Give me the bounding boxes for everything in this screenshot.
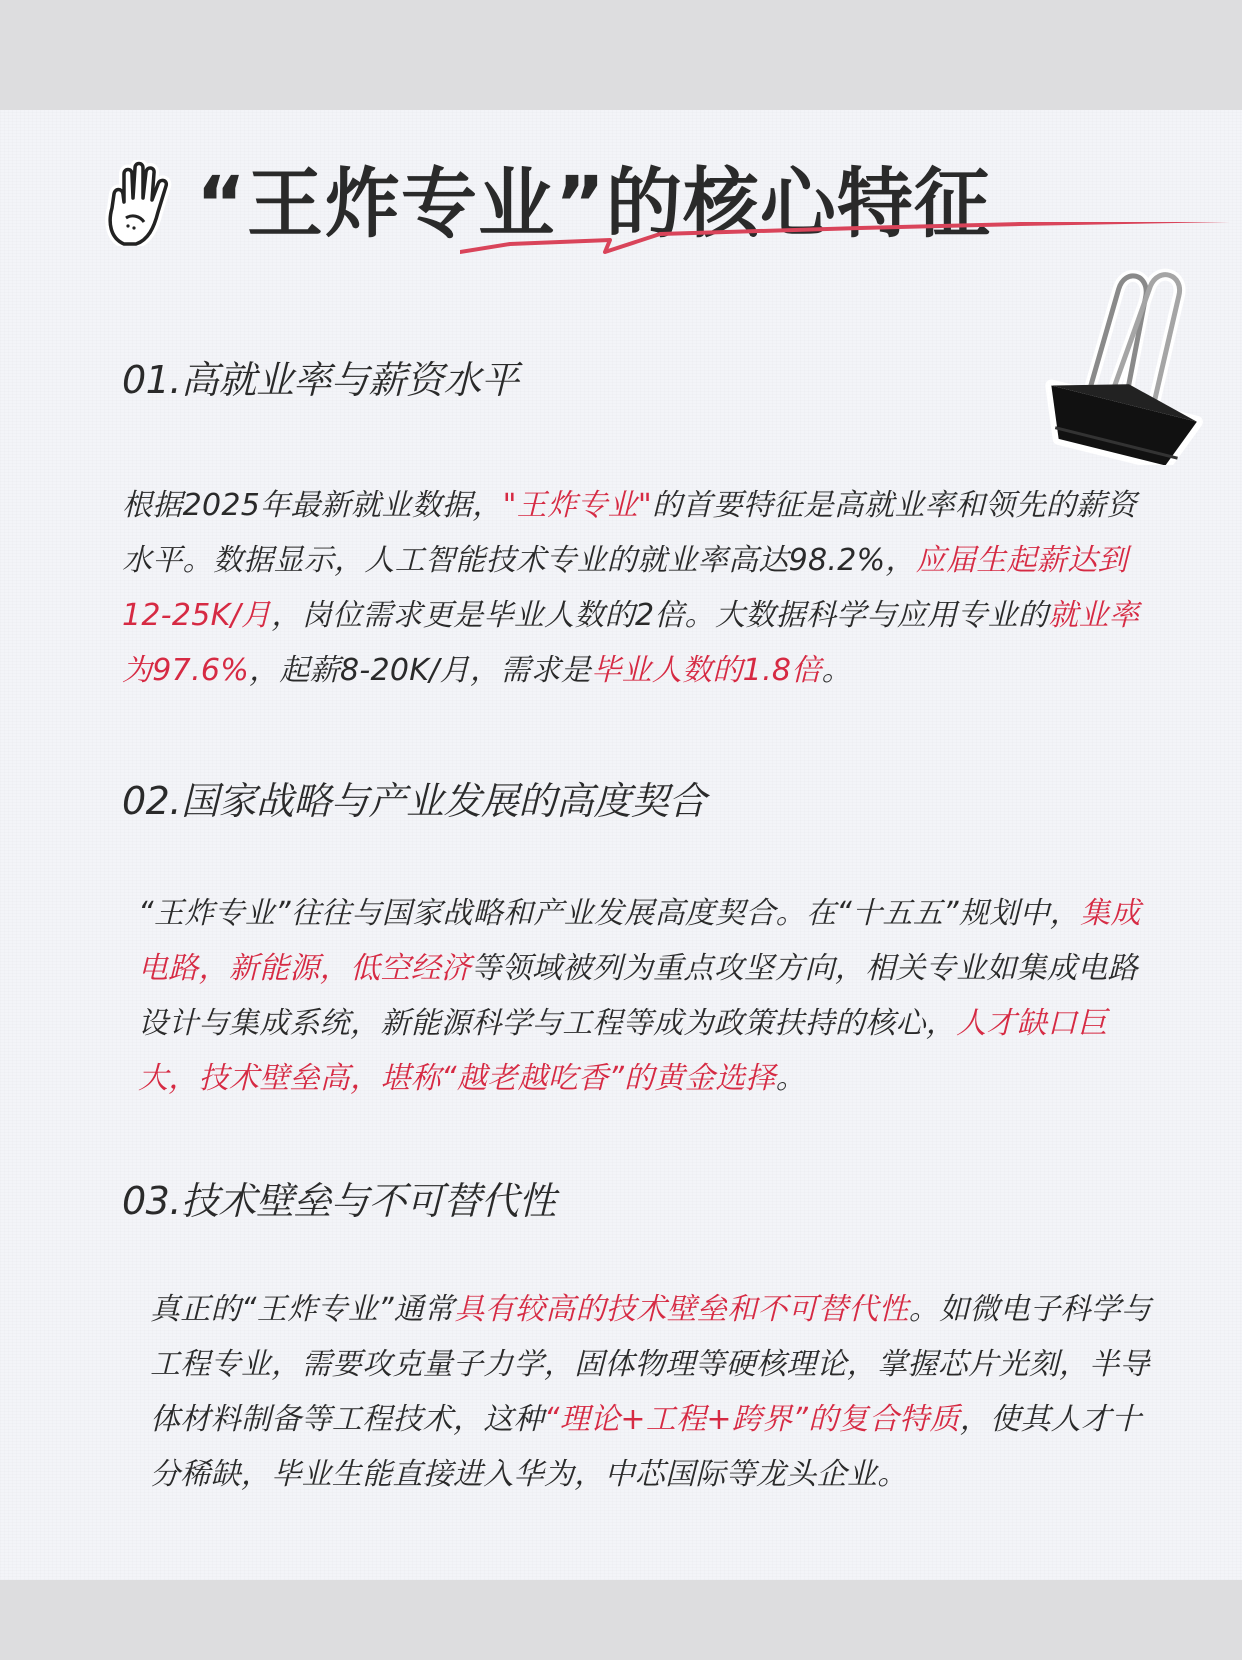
highlight-text: 人才缺口巨大，技术壁垒高，堪称“越老越吃香”的黄金选择	[138, 1006, 1108, 1096]
body-text: ，岗位需求更是毕业人数的2倍。大数据科学与应用专业的	[271, 598, 1049, 633]
body-text: 。	[775, 1061, 806, 1096]
section-paragraph-3	[150, 1282, 1170, 1502]
section-heading-1: 01.高就业率与薪资水平	[122, 358, 519, 402]
section-heading-2: 02.国家战略与产业发展的高度契合	[122, 779, 706, 823]
section-paragraph-1	[122, 478, 1142, 698]
section-heading-3: 03.技术壁垒与不可替代性	[122, 1179, 556, 1223]
body-text: 根据2025年最新就业数据，	[122, 488, 503, 523]
highlight-text: 毕业人数的1.8倍	[591, 653, 822, 688]
highlight-text: 就业率为97.6%	[122, 598, 1140, 688]
body-text: 。如微电子科学与工程专业，需要攻克量子力学，固体物理等硬核理论，掌握芯片光刻，半导体材料制备等工程技术，这种	[150, 1292, 1152, 1437]
body-text: 等领域被列为重点攻坚方向，相关专业如集成电路设计与集成系统，新能源科学与工程等成为政策扶持的核心，	[138, 951, 1138, 1041]
highlight-text: 具有较高的技术壁垒和不可替代性	[454, 1292, 909, 1327]
raised-hand-icon	[104, 160, 184, 246]
body-text: ，起薪8-20K/月，需求是	[249, 653, 592, 688]
body-text: 的首要特征是高就业率和领先的薪资水平。数据显示，人工智能技术专业的就业率高达98.2%，	[122, 488, 1137, 578]
binder-clip-icon	[1040, 255, 1230, 465]
body-text: 。	[821, 653, 852, 688]
highlight-text: “理论+工程+跨界”的复合特质	[543, 1402, 960, 1437]
highlight-text: "王炸专业"	[502, 488, 652, 523]
section-paragraph-2	[138, 886, 1156, 1106]
body-text: 真正的“王炸专业”通常	[150, 1292, 455, 1327]
page-title: “王炸专业”的核心特征	[196, 159, 991, 248]
highlight-text: 应届生起薪达到12-25K/月	[122, 543, 1128, 633]
body-text: ，使其人才十分稀缺，毕业生能直接进入华为，中芯国际等龙头企业。	[150, 1402, 1142, 1492]
body-text: “王炸专业”往往与国家战略和产业发展高度契合。在“十五五”规划中，	[138, 896, 1081, 931]
highlight-text: 集成电路，新能源，低空经济	[138, 896, 1141, 986]
top-border	[0, 0, 1242, 110]
bottom-border	[0, 1580, 1242, 1660]
